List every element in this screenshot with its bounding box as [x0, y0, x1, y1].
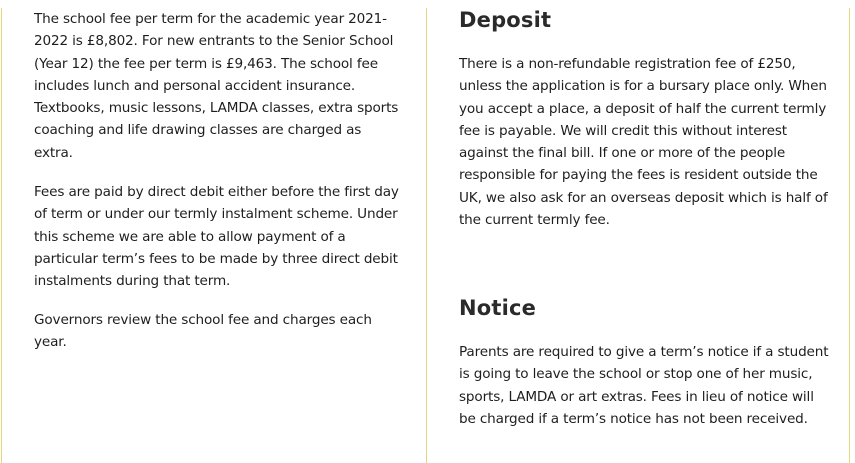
notice-paragraph: Parents are required to give a term’s notice if a student is going to leave the school or stop one of her music, sports, LAMDA or art extras. Fees in lieu of notice will be charged if a term’s notice has not been received. — [459, 344, 829, 427]
column-divider-middle — [426, 8, 427, 463]
column-divider-left — [1, 8, 2, 463]
notice-heading: Notice — [459, 296, 537, 320]
review-paragraph: Governors review the school fee and charges each year. — [34, 312, 372, 351]
payment-paragraph: Fees are paid by direct debit either before the first day of term or under our termly instalment scheme. Under this scheme we are able to allow payment of a particular term’s fees to be made by three direct debit instalments during that term. — [34, 184, 399, 290]
column-divider-right — [849, 8, 850, 463]
deposit-paragraph: There is a non-refundable registration fee of £250, unless the application is for a bursary place only. When you accept a place, a deposit of half the current termly fee is payable. We will credit this without interest against the final bill. If one or more of the people responsible for paying the fees is resident outside the UK, we also ask for an overseas deposit which is half of the current termly fee. — [459, 56, 828, 229]
school-fee-paragraph: The school fee per term for the academic year 2021-2022 is £8,802. For new entrants to the Senior School (Year 12) the fee per term is £9,463. The school fee includes lunch and personal accident insurance. Textbooks, music lessons, LAMDA classes, extra sports coaching and life drawing classes are charged as extra. — [34, 11, 399, 161]
deposit-heading: Deposit — [459, 8, 552, 32]
